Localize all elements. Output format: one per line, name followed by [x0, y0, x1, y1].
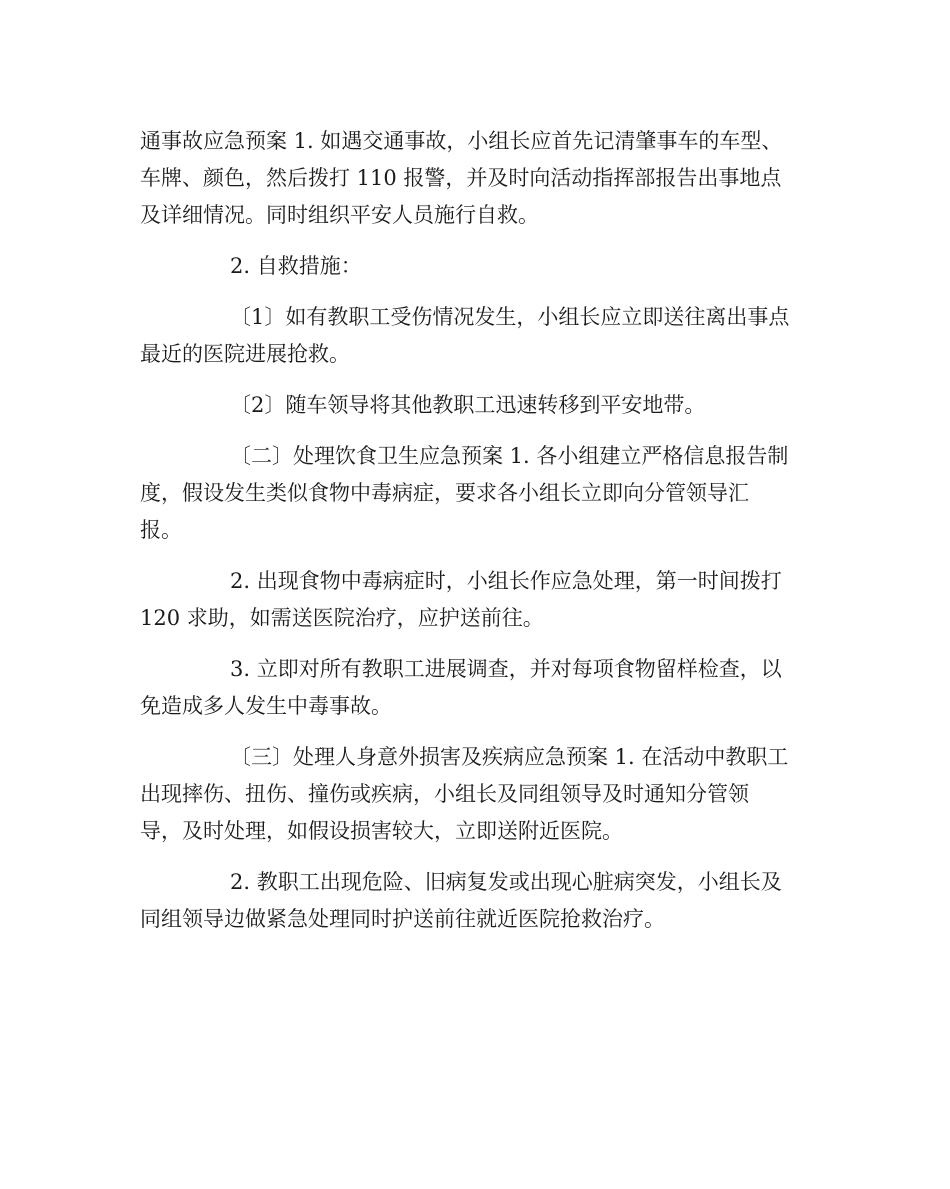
text-line: 及详细情况。同时组织平安人员施行自救。 [140, 203, 539, 227]
text-line: 〔二〕处理饮食卫生应急预案 1. 各小组建立严格信息报告制 [230, 444, 789, 468]
document-body [140, 123, 810, 952]
paragraph-self-rescue-heading [140, 248, 810, 285]
text-line: 〔2〕随车领导将其他教职工迅速转移到平安地带。 [230, 393, 706, 417]
text-line: 2. 出现食物中毒病症时，小组长作应急处理，第一时间拨打 [230, 569, 782, 593]
text-line: 2. 教职工出现危险、旧病复发或出现心脏病突发，小组长及 [230, 870, 782, 894]
text-line: 度，假设发生类似食物中毒病症，要求各小组长立即向分管领导汇 [140, 481, 749, 505]
text-line: 报。 [140, 518, 182, 542]
paragraph-emergency-treatment [140, 864, 810, 938]
paragraph-self-rescue-item-1 [140, 299, 810, 373]
text-line: 通事故应急预案 1. 如遇交通事故，小组长应首先记清肇事车的车型、 [140, 129, 783, 153]
paragraph-injury-illness-plan [140, 739, 810, 850]
text-line: 〔三〕处理人身意外损害及疾病应急预案 1. 在活动中教职工 [230, 745, 789, 769]
text-line: 120 求助，如需送医院治疗，应护送前往。 [140, 606, 544, 630]
text-line: 车牌、颜色，然后拨打 110 报警，并及时向活动指挥部报告出事地点 [140, 166, 782, 190]
text-line: 出现摔伤、扭伤、撞伤或疾病，小组长及同组领导及时通知分管领 [140, 782, 749, 806]
paragraph-traffic-accident-plan [140, 123, 810, 234]
text-line: 〔1〕如有教职工受伤情况发生，小组长应立即送往离出事点 [230, 305, 790, 329]
paragraph-food-poisoning-response [140, 563, 810, 637]
text-line: 最近的医院进展抢救。 [140, 342, 350, 366]
paragraph-food-hygiene-plan [140, 438, 810, 549]
text-line: 3. 立即对所有教职工进展调查，并对每项食物留样检查，以 [230, 657, 782, 681]
text-line: 2. 自救措施： [230, 254, 362, 278]
text-line: 同组领导边做紧急处理同时护送前往就近医院抢救治疗。 [140, 907, 665, 931]
text-line: 免造成多人发生中毒事故。 [140, 694, 392, 718]
paragraph-self-rescue-item-2 [140, 387, 810, 424]
paragraph-investigation [140, 651, 810, 725]
text-line: 导，及时处理，如假设损害较大，立即送附近医院。 [140, 819, 623, 843]
